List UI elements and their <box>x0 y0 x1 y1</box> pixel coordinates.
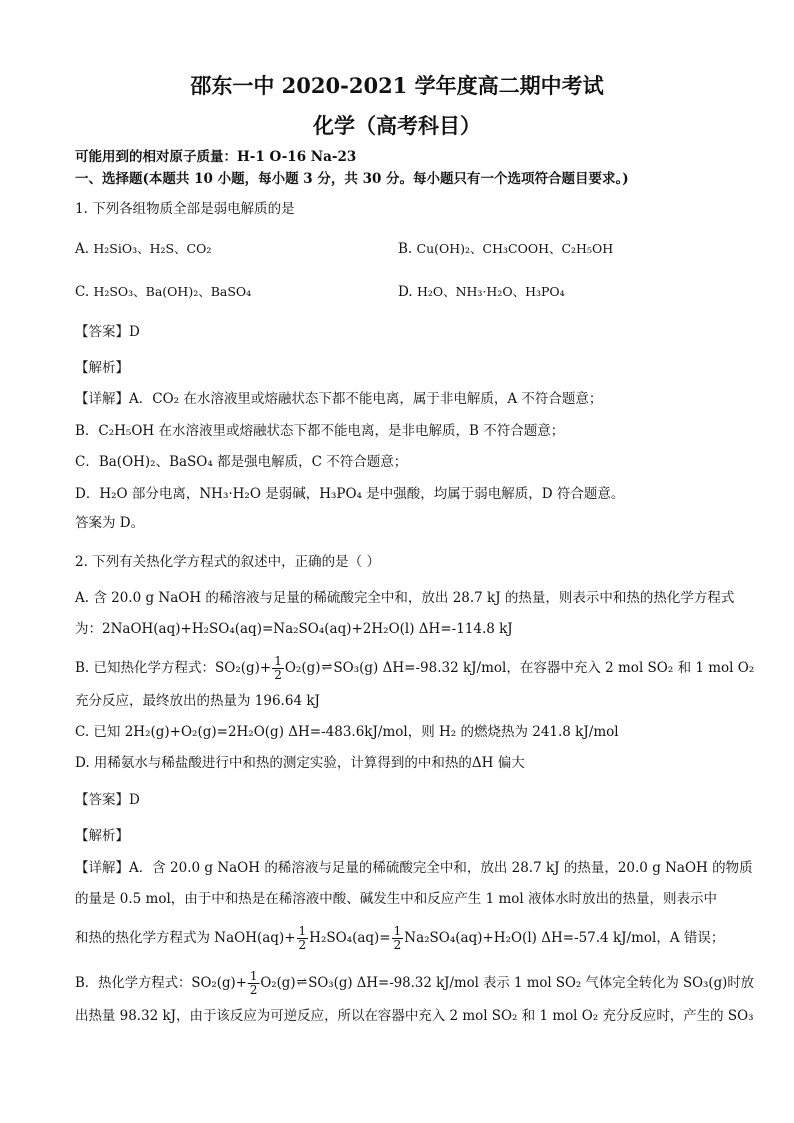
q1-detail-tag: 【详解】 <box>75 391 129 407</box>
fraction-half <box>392 925 404 952</box>
q2-option-b-line2: 充分反应，最终放出的热量为 196.64 kJ <box>75 693 320 709</box>
q1-detail-c: C．Ba(OH)₂、BaSO₄ 都是强电解质，C 不符合题意； <box>75 454 408 470</box>
fraction-denominator: 2 <box>249 983 258 997</box>
q2-option-b-pre: B. 已知热化学方程式：SO₂(g)+ <box>75 660 272 676</box>
atomic-mass-info: 可能用到的相对原子质量：H-1 O-16 Na-23 <box>75 149 357 165</box>
q2-stem: 2. 下列有关热化学方程式的叙述中，正确的是（ ） <box>75 554 380 570</box>
q1-option-c-label: C. <box>75 284 90 300</box>
q1-detail-d: D．H₂O 部分电离，NH₃·H₂O 是弱碱，H₃PO₄ 是中强酸，均属于弱电解质，D 符合题意。 <box>75 486 625 502</box>
q1-option-b <box>398 240 613 258</box>
q1-option-a-label: A. <box>75 241 90 257</box>
q1-stem: 1. 下列各组物质全部是弱电解质的是 <box>75 201 295 217</box>
q2-detail-a3-part3: Na₂SO₄(aq)+H₂O(l) ΔH=-57.4 kJ/mol，A 错误； <box>404 930 725 946</box>
q1-option-a <box>75 240 211 258</box>
q1-option-c-text: H₂SO₃、Ba(OH)₂、BaSO₄ <box>93 284 252 299</box>
q1-detail-a <box>75 390 602 408</box>
q2-detail-b-line1 <box>75 970 754 997</box>
q2-analysis-tag: 【解析】 <box>75 828 129 844</box>
equilibrium-arrow-icon: ⇌ <box>321 660 333 675</box>
q2-answer <box>75 791 140 809</box>
fraction-denominator: 2 <box>393 938 402 952</box>
q2-detail-a3-part1: 和热的热化学方程式为 NaOH(aq)+ <box>75 930 296 946</box>
q2-detail-b1-part3: SO₃(g) ΔH=-98.32 kJ/mol 表示 1 mol SO₂ 气体完全转化为 SO₃(g)时放 <box>308 975 754 991</box>
q1-option-b-text: Cu(OH)₂、CH₃COOH、C₂H₅OH <box>416 241 614 256</box>
q1-detail-a-text: A．CO₂ 在水溶液里或熔融状态下都不能电离，属于非电解质，A 不符合题意； <box>129 391 603 407</box>
q2-detail-a-line1: 【详解】A．含 20.0 g NaOH 的稀溶液与足量的稀硫酸完全中和，放出 28.7 kJ 的热量，20.0 g NaOH 的物质 <box>75 860 753 876</box>
q1-answer-tag: 【答案】 <box>75 324 129 340</box>
q2-detail-b1-part1: B．热化学方程式：SO₂(g)+ <box>75 975 247 991</box>
q1-answer <box>75 323 140 341</box>
q2-option-b-line1 <box>75 655 754 682</box>
section-heading: 一、选择题(本题共 10 小题，每小题 3 分，共 30 分。每小题只有一个选项符合题目要求。) <box>75 171 629 187</box>
q2-detail-a-line2: 的量是 0.5 mol，由于中和热是在稀溶液中酸、碱发生中和反应产生 1 mol 液体水时放出的热量，则表示中 <box>75 891 718 907</box>
q2-option-b-tail: SO₃(g) ΔH=-98.32 kJ/mol，在容器中充入 2 mol SO₂ 和 1 mol O₂ <box>333 660 755 676</box>
q1-detail-b: B．C₂H₅OH 在水溶液里或熔融状态下都不能电离，是非电解质，B 不符合题意； <box>75 423 565 439</box>
fraction-numerator: 1 <box>298 924 307 938</box>
fraction-numerator: 1 <box>393 924 402 938</box>
q1-conclusion: 答案为 D。 <box>75 515 145 531</box>
q1-option-d <box>398 283 565 301</box>
fraction-numerator: 1 <box>249 969 258 983</box>
q1-option-a-text: H₂SiO₃、H₂S、CO₂ <box>93 241 212 256</box>
page-subtitle: 化学（高考科目） <box>313 113 481 138</box>
page-title: 邵东一中 2020-2021 学年度高二期中考试 <box>190 73 604 98</box>
q1-analysis-tag: 【解析】 <box>75 360 129 376</box>
fraction-denominator: 2 <box>274 668 282 682</box>
q2-answer-tag: 【答案】 <box>75 792 129 808</box>
q2-detail-a3-part2: H₂SO₄(aq)= <box>309 930 391 946</box>
q2-option-b-post: O₂(g) <box>284 660 321 676</box>
fraction-half <box>248 970 259 997</box>
q2-answer-value: D <box>129 792 140 808</box>
q2-detail-b-line2: 出热量 98.32 kJ，由于该反应为可逆反应，所以在容器中充入 2 mol SO₂ 和 1 mol O₂ 充分反应时，产生的 SO₃ <box>75 1008 754 1024</box>
fraction-half <box>297 925 309 952</box>
q2-detail-a-line3 <box>75 925 724 952</box>
q1-option-c <box>75 283 251 301</box>
equilibrium-arrow-icon: ⇌ <box>296 975 308 990</box>
q2-option-d: D. 用稀氨水与稀盐酸进行中和热的测定实验，计算得到的中和热的ΔH 偏大 <box>75 755 525 771</box>
fraction-numerator: 1 <box>274 654 282 668</box>
q2-option-a-line2: 为：2NaOH(aq)+H₂SO₄(aq)=Na₂SO₄(aq)+2H₂O(l) ΔH=-114.8 kJ <box>75 621 513 637</box>
q2-detail-b1-part2: O₂(g) <box>260 975 296 991</box>
q1-option-d-text: H₂O、NH₃·H₂O、H₃PO₄ <box>416 284 565 299</box>
q2-option-c: C. 已知 2H₂(g)+O₂(g)=2H₂O(g) ΔH=-483.6kJ/mol，则 H₂ 的燃烧热为 241.8 kJ/mol <box>75 724 619 740</box>
q1-option-d-label: D. <box>398 284 413 300</box>
q1-option-b-label: B. <box>398 241 413 257</box>
fraction-half <box>272 655 284 682</box>
q1-answer-value: D <box>129 324 140 340</box>
fraction-denominator: 2 <box>298 938 307 952</box>
q2-option-a-line1: A. 含 20.0 g NaOH 的稀溶液与足量的稀硫酸完全中和，放出 28.7 kJ 的热量，则表示中和热的热化学方程式 <box>75 590 735 606</box>
